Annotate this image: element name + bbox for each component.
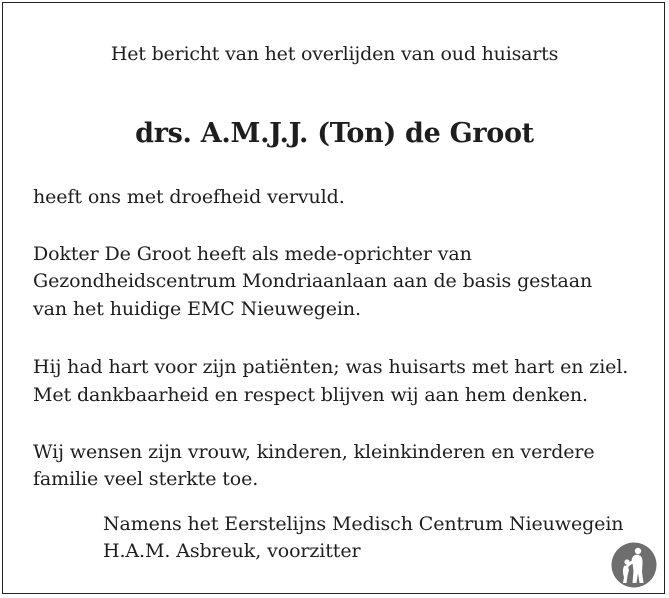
paragraph-2-line-1: Dokter De Groot heeft als mede-oprichter van [33, 243, 472, 265]
deceased-name: drs. A.M.J.J. (Ton) de Groot [135, 118, 534, 149]
paragraph-3-line-1: Hij had hart voor zijn patiënten; was huisarts met hart en ziel. [33, 356, 629, 378]
paragraph-4-line-2: familie veel sterkte toe. [33, 468, 259, 490]
intro-text: Het bericht van het overlijden van oud huisarts [110, 43, 559, 65]
paragraph-2-line-2: Gezondheidscentrum Mondriaanlaan aan de basis gestaan [33, 270, 593, 292]
paragraph-2-line-3: van het huidige EMC Nieuwegein. [33, 298, 361, 320]
signature-person: H.A.M. Asbreuk, voorzitter [103, 540, 361, 562]
signature-organisation: Namens het Eerstelijns Medisch Centrum Nieuwegein [103, 513, 624, 535]
mourning-figure-icon [611, 542, 657, 588]
paragraph-4-line-1: Wij wensen zijn vrouw, kinderen, kleinkinderen en verdere [33, 441, 595, 463]
paragraph-3-line-2: Met dankbaarheid en respect blijven wij aan hem denken. [33, 384, 588, 406]
paragraph-1-line-1: heeft ons met droefheid vervuld. [33, 186, 345, 208]
